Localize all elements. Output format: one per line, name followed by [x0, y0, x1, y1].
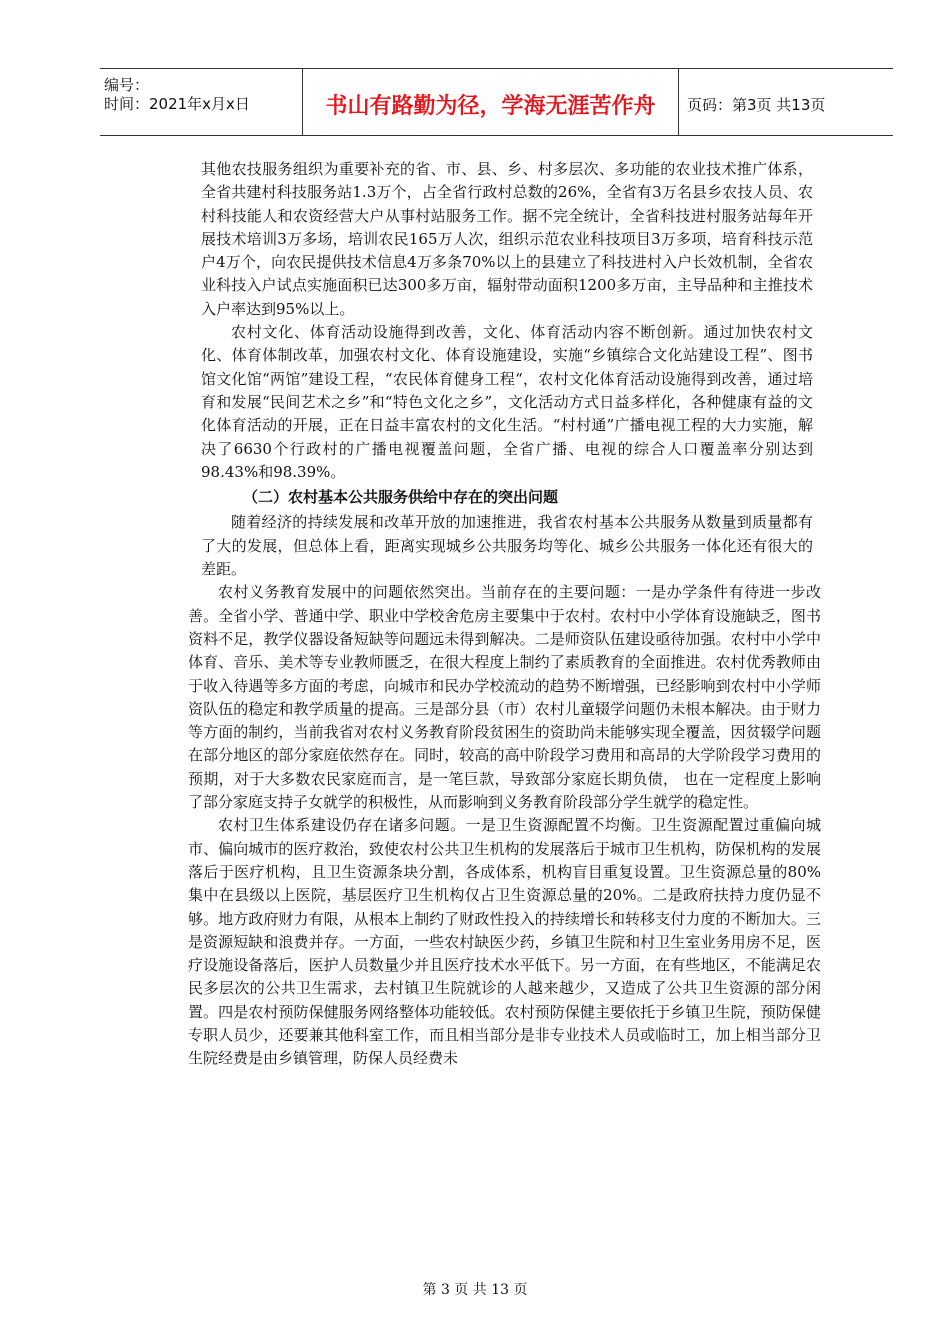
header-motto-cell — [303, 69, 679, 135]
document-number-label: 编号： — [104, 76, 150, 94]
page-footer: 第 3 页 共 13 页 — [422, 1282, 528, 1298]
paragraph-education: 农村义务教育发展中的问题依然突出。当前存在的主要问题：一是办学条件有待进一步改善。全省小学、普通中学、职业中学校舍危房主要集中于农村。农村中小学体育设施缺乏，图书资料不足，教学仪器设备短缺等问题远未得到解决。二是师资队伍建设亟待加强。农村中小学中体育、音乐、美术等专业教师匮乏，在很大程度上制约了素质教育的全面推进。农村优秀教师由于收入待遇等多方面的考虑，向城市和民办学校流动的趋势不断增强，已经影响到农村中小学师资队伍的稳定和教学质量的提高。三是部分县（市）农村儿童辍学问题仍未根本解决。由于财力等方面的制约，当前我省对农村义务教育阶段贫困生的资助尚未能够实现全覆盖，因贫辍学问题在部分地区的部分家庭依然存在。同时，较高的高中阶段学习费用和高昂的大学阶段学习费用的预期，对于大多数农民家庭而言，是一笔巨款，导致部分家庭长期负债， 也在一定程度上影响了部分家庭支持子女就学的积极性，从而影响到义务教育阶段部分学生就学的稳定性。 — [188, 583, 821, 812]
header-motto: 书山有路勤为径，学海无涯苦作舟 — [325, 94, 656, 119]
paragraph-culture-sports: 农村文化、体育活动设施得到改善，文化、体育活动内容不断创新。通过加快农村文化、体育体制改革，加强农村文化、体育设施建设，实施“乡镇综合文化站建设工程”、图书馆文化馆“两馆”建设工程，“农民体育健身工程“，农村文化体育活动设施得到改善，通过培育和发展“民间艺术之乡”和“特色文化之乡”，文化活动方式日益多样化，各种健康有益的文化体育活动的开展，正在日益丰富农村的文化生活。“村村通”广播电视工程的大力实施，解决了6630个行政村的广播电视覆盖问题，全省广播、电视的综合人口覆盖率分别达到98.43%和98.39%。 — [201, 323, 813, 481]
page-header — [100, 68, 893, 136]
section-heading: （二）农村基本公共服务供给中存在的突出问题 — [243, 488, 559, 507]
header-page-label: 页码：第3页 共13页 — [687, 96, 826, 114]
paragraph-overview: 随着经济的持续发展和改革开放的加速推进，我省农村基本公共服务从数量到质量都有了大的发展，但总体上看，距离实现城乡公共服务均等化、城乡公共服务一体化还有很大的差距。 — [201, 513, 813, 579]
header-page-cell — [679, 69, 893, 135]
paragraph-health: 农村卫生体系建设仍存在诸多问题。一是卫生资源配置不均衡。卫生资源配置过重偏向城市、偏向城市的医疗救治，致使农村公共卫生机构的发展落后于城市卫生机构，防保机构的发展落后于医疗机构，且卫生资源条块分割，各成体系，机构盲目重复设置。卫生资源总量的80%集中在县级以上医院，基层医疗卫生机构仅占卫生资源总量的20%。二是政府扶持力度仍显不够。地方政府财力有限，从根本上制约了财政性投入的持续增长和转移支付力度的不断加大。三是资源短缺和浪费并存。一方面，一些农村缺医少药，乡镇卫生院和村卫生室业务用房不足，医疗设施设备落后，医护人员数量少并且医疗技术水平低下。另一方面，在有些地区，不能满足农民多层次的公共卫生需求，去村镇卫生院就诊的人越来越少，又造成了公共卫生资源的部分闲置。四是农村预防保健服务网络整体功能较低。农村预防保健主要依托于乡镇卫生院，预防保健专职人员少，还要兼其他科室工作，而且相当部分是非专业技术人员或临时工，加上相当部分卫生院经费是由乡镇管理，防保人员经费未 — [188, 816, 821, 1068]
document-body — [188, 158, 821, 1071]
paragraph-tech-services: 其他农技服务组织为重要补充的省、市、县、乡、村多层次、多功能的农业技术推广体系，全省共建村科技服务站1.3万个，占全省行政村总数的26%，全省有3万名县乡农技人员、农村科技能人和农资经营大户从事村站服务工作。据不完全统计，全省科技进村服务站每年开展技术培训3万多场，培训农民165万人次，组织示范农业科技项目3万多项，培育科技示范户4万个，向农民提供技术信息4万多条70%以上的县建立了科技进村入户长效机制，全省农业科技入户试点实施面积已达300多万亩，辐射带动面积1200多万亩，主导品种和主推技术入户率达到95%以上。 — [201, 160, 813, 318]
document-time-label: 时间：2021年x月x日 — [104, 95, 250, 113]
header-meta — [100, 69, 303, 135]
